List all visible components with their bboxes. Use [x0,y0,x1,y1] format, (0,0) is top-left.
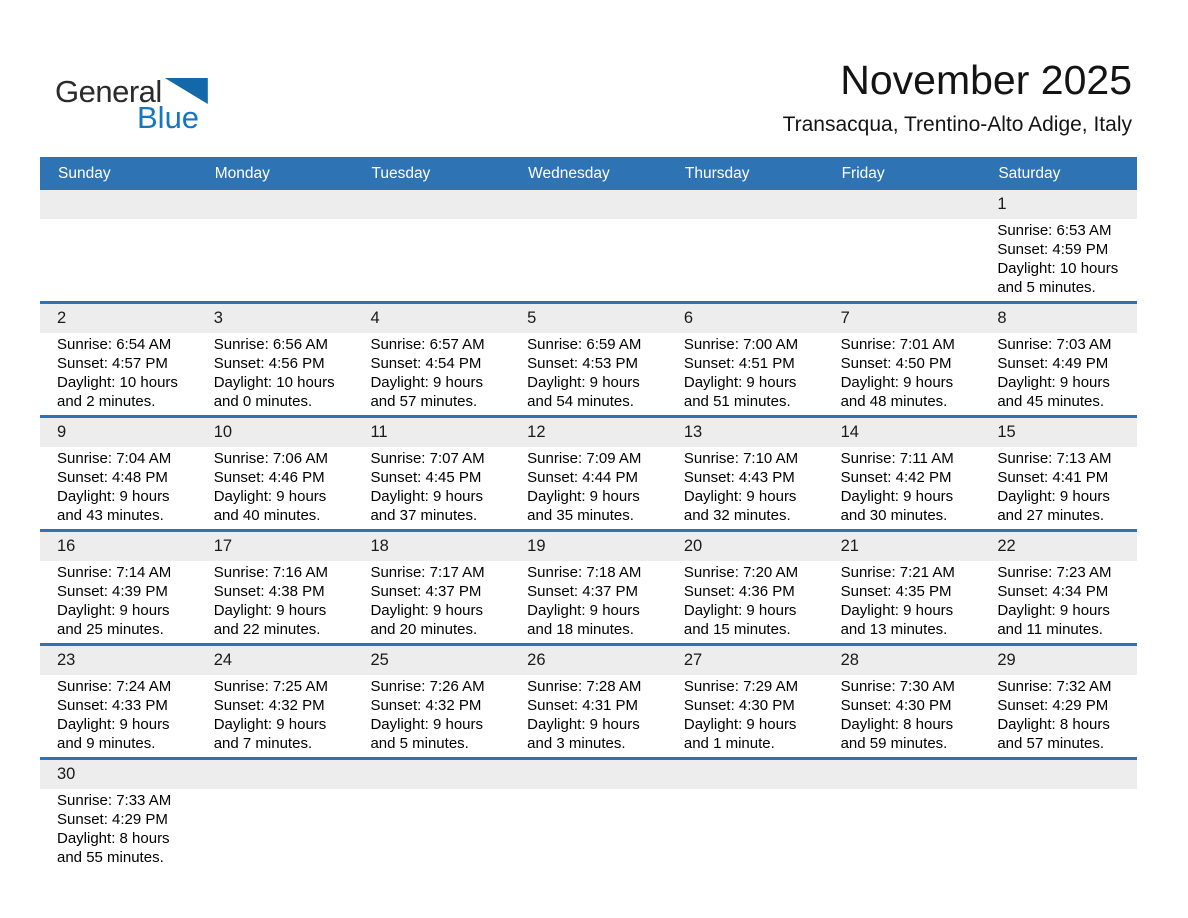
empty-day-cell [40,219,197,301]
day-15-sunrise: Sunrise: 7:13 AM [997,450,1112,467]
day-number-17: 17 [213,537,233,555]
day-number-7: 7 [840,309,850,327]
weekday-header-tuesday: Tuesday [371,164,431,182]
day-28-sunrise: Sunrise: 7:30 AM [840,678,955,695]
day-number-strip [40,532,1137,561]
day-27-sunrise: Sunrise: 7:29 AM [683,678,799,695]
day-2-daylight: Daylight: 10 hours and 2 minutes. [57,374,178,410]
day-28-daylight: Daylight: 8 hours and 59 minutes. [840,716,954,752]
day-cell-5 [510,333,667,415]
header-titles [783,58,1132,137]
day-number-5: 5 [527,309,537,327]
day-21-sunrise: Sunrise: 7:21 AM [840,564,955,581]
empty-day-number [980,760,1137,789]
day-10-sunrise: Sunrise: 7:06 AM [213,450,328,467]
empty-day-number [824,760,981,789]
day-cell-6 [667,333,824,415]
day-15-daylight: Daylight: 9 hours and 27 minutes. [997,488,1110,524]
day-3-sunrise: Sunrise: 6:56 AM [213,336,328,353]
day-number-15: 15 [997,423,1016,441]
day-cell-29 [980,675,1137,757]
week-row-1 [40,190,1137,301]
day-1-sunrise: Sunrise: 6:53 AM [997,222,1112,239]
day-cell-11 [353,447,510,529]
week-row-2 [40,301,1137,415]
day-cell-1 [980,219,1137,301]
day-24-sunset: Sunset: 4:32 PM [213,697,325,714]
day-number-4: 4 [370,309,380,327]
day-25-sunrise: Sunrise: 7:26 AM [370,678,485,695]
day-cell-28 [824,675,981,757]
day-8-sunset: Sunset: 4:49 PM [997,355,1109,372]
calendar-weeks [40,190,1137,871]
day-number-12: 12 [527,423,546,441]
day-cell-26 [510,675,667,757]
empty-day-cell [824,219,981,301]
weekday-header-wednesday: Wednesday [528,164,610,182]
day-9-daylight: Daylight: 9 hours and 43 minutes. [57,488,170,524]
day-15-sunset: Sunset: 4:41 PM [997,469,1109,486]
day-cell-24 [197,675,354,757]
day-10-daylight: Daylight: 9 hours and 40 minutes. [213,488,327,524]
day-10-sunset: Sunset: 4:46 PM [213,469,325,486]
day-cell-7 [824,333,981,415]
logo-text-blue: Blue [137,100,200,135]
empty-day-number [197,190,354,219]
day-number-16: 16 [57,537,76,555]
empty-day-cell [980,789,1137,871]
day-number-11: 11 [370,423,388,441]
day-5-sunrise: Sunrise: 6:59 AM [527,336,642,353]
day-29-sunrise: Sunrise: 7:32 AM [997,678,1112,695]
day-22-sunset: Sunset: 4:34 PM [997,583,1109,600]
day-3-daylight: Daylight: 10 hours and 0 minutes. [213,374,335,410]
day-number-28: 28 [840,651,859,669]
day-number-23: 23 [57,651,76,669]
day-number-strip [40,190,1137,219]
weekday-header-sunday: Sunday [58,164,111,182]
day-23-sunset: Sunset: 4:33 PM [57,697,168,714]
day-22-sunrise: Sunrise: 7:23 AM [997,564,1112,581]
empty-day-cell [353,219,510,301]
day-9-sunset: Sunset: 4:48 PM [57,469,168,486]
day-13-sunrise: Sunrise: 7:10 AM [683,450,799,467]
empty-day-cell [824,789,981,871]
day-cell-10 [197,447,354,529]
day-26-daylight: Daylight: 9 hours and 3 minutes. [527,716,640,752]
day-number-8: 8 [997,309,1007,327]
empty-day-number [197,760,354,789]
day-number-10: 10 [213,423,233,441]
week-row-4 [40,529,1137,643]
empty-day-number [40,190,197,219]
empty-day-cell [353,789,510,871]
day-details-row [40,219,1137,301]
day-cell-9 [40,447,197,529]
day-number-25: 25 [370,651,389,669]
empty-day-number [353,760,510,789]
day-29-daylight: Daylight: 8 hours and 57 minutes. [997,716,1110,752]
day-21-daylight: Daylight: 9 hours and 13 minutes. [840,602,954,638]
day-26-sunset: Sunset: 4:31 PM [527,697,639,714]
day-number-strip [40,646,1137,675]
empty-day-number [824,190,981,219]
logo-text-general: General [55,74,162,109]
day-11-daylight: Daylight: 9 hours and 37 minutes. [370,488,483,524]
day-number-20: 20 [683,537,703,555]
day-4-sunset: Sunset: 4:54 PM [370,355,482,372]
empty-day-cell [667,789,824,871]
day-11-sunrise: Sunrise: 7:07 AM [370,450,485,467]
day-24-daylight: Daylight: 9 hours and 7 minutes. [213,716,327,752]
day-details-row [40,333,1137,415]
day-27-sunset: Sunset: 4:30 PM [683,697,795,714]
day-2-sunset: Sunset: 4:57 PM [57,355,168,372]
day-18-sunset: Sunset: 4:37 PM [370,583,482,600]
empty-day-cell [197,219,354,301]
day-8-sunrise: Sunrise: 7:03 AM [997,336,1112,353]
day-25-daylight: Daylight: 9 hours and 5 minutes. [370,716,483,752]
empty-day-number [510,190,667,219]
day-19-daylight: Daylight: 9 hours and 18 minutes. [527,602,640,638]
day-7-daylight: Daylight: 9 hours and 48 minutes. [840,374,954,410]
day-21-sunset: Sunset: 4:35 PM [840,583,952,600]
day-number-30: 30 [57,765,76,783]
day-number-19: 19 [527,537,546,555]
day-19-sunrise: Sunrise: 7:18 AM [527,564,642,581]
day-number-13: 13 [683,423,703,441]
day-cell-13 [667,447,824,529]
day-number-26: 26 [527,651,546,669]
day-20-sunrise: Sunrise: 7:20 AM [683,564,799,581]
day-8-daylight: Daylight: 9 hours and 45 minutes. [997,374,1110,410]
day-cell-18 [353,561,510,643]
day-2-sunrise: Sunrise: 6:54 AM [57,336,172,353]
day-cell-14 [824,447,981,529]
empty-day-cell [197,789,354,871]
day-number-29: 29 [997,651,1016,669]
day-30-daylight: Daylight: 8 hours and 55 minutes. [57,830,170,866]
day-14-daylight: Daylight: 9 hours and 30 minutes. [840,488,954,524]
day-5-daylight: Daylight: 9 hours and 54 minutes. [527,374,640,410]
day-details-row [40,447,1137,529]
empty-day-number [353,190,510,219]
day-number-strip [40,418,1137,447]
day-cell-21 [824,561,981,643]
day-18-sunrise: Sunrise: 7:17 AM [370,564,485,581]
day-20-daylight: Daylight: 9 hours and 15 minutes. [683,602,797,638]
day-16-sunrise: Sunrise: 7:14 AM [57,564,172,581]
week-row-3 [40,415,1137,529]
general-blue-logo [55,76,208,133]
day-30-sunset: Sunset: 4:29 PM [57,811,168,828]
day-number-1: 1 [997,195,1007,213]
day-number-6: 6 [683,309,694,327]
day-cell-8 [980,333,1137,415]
empty-day-number [510,760,667,789]
day-30-sunrise: Sunrise: 7:33 AM [57,792,172,809]
day-cell-22 [980,561,1137,643]
day-20-sunset: Sunset: 4:36 PM [683,583,795,600]
day-number-3: 3 [213,309,223,327]
day-number-strip [40,304,1137,333]
day-13-daylight: Daylight: 9 hours and 32 minutes. [683,488,797,524]
empty-day-cell [510,219,667,301]
day-1-daylight: Daylight: 10 hours and 5 minutes. [997,260,1119,296]
day-cell-19 [510,561,667,643]
weekday-header-row [40,157,1137,190]
weekday-header-saturday: Saturday [998,164,1061,182]
day-16-sunset: Sunset: 4:39 PM [57,583,168,600]
day-cell-12 [510,447,667,529]
day-23-daylight: Daylight: 9 hours and 9 minutes. [57,716,170,752]
day-14-sunrise: Sunrise: 7:11 AM [840,450,954,467]
day-cell-3 [197,333,354,415]
day-12-sunset: Sunset: 4:44 PM [527,469,639,486]
day-9-sunrise: Sunrise: 7:04 AM [57,450,172,467]
day-23-sunrise: Sunrise: 7:24 AM [57,678,172,695]
day-14-sunset: Sunset: 4:42 PM [840,469,952,486]
day-number-18: 18 [370,537,389,555]
day-3-sunset: Sunset: 4:56 PM [213,355,325,372]
empty-day-number [667,190,824,219]
day-cell-30 [40,789,197,871]
day-number-strip [40,760,1137,789]
day-6-daylight: Daylight: 9 hours and 51 minutes. [683,374,797,410]
day-7-sunset: Sunset: 4:50 PM [840,355,952,372]
day-5-sunset: Sunset: 4:53 PM [527,355,639,372]
day-13-sunset: Sunset: 4:43 PM [683,469,795,486]
day-details-row [40,789,1137,871]
day-17-daylight: Daylight: 9 hours and 22 minutes. [213,602,327,638]
weekday-header-friday: Friday [841,164,885,182]
day-number-24: 24 [213,651,233,669]
day-cell-17 [197,561,354,643]
day-cell-16 [40,561,197,643]
weekday-header-monday: Monday [214,164,270,182]
week-row-5 [40,643,1137,757]
day-7-sunrise: Sunrise: 7:01 AM [840,336,955,353]
day-17-sunrise: Sunrise: 7:16 AM [213,564,328,581]
day-cell-2 [40,333,197,415]
day-12-sunrise: Sunrise: 7:09 AM [527,450,642,467]
day-cell-23 [40,675,197,757]
day-26-sunrise: Sunrise: 7:28 AM [527,678,642,695]
day-cell-15 [980,447,1137,529]
calendar-grid [40,157,1137,871]
page-subtitle: Transacqua, Trentino-Alto Adige, Italy [782,113,1132,137]
day-number-9: 9 [57,423,67,441]
day-17-sunset: Sunset: 4:38 PM [213,583,325,600]
day-number-14: 14 [840,423,859,441]
day-4-sunrise: Sunrise: 6:57 AM [370,336,485,353]
day-number-27: 27 [683,651,703,669]
week-row-6 [40,757,1137,871]
day-details-row [40,561,1137,643]
day-1-sunset: Sunset: 4:59 PM [997,241,1109,258]
day-number-22: 22 [997,537,1016,555]
day-16-daylight: Daylight: 9 hours and 25 minutes. [57,602,170,638]
empty-day-cell [510,789,667,871]
day-27-daylight: Daylight: 9 hours and 1 minute. [683,716,797,752]
day-number-21: 21 [840,537,859,555]
empty-day-cell [667,219,824,301]
day-6-sunset: Sunset: 4:51 PM [683,355,795,372]
day-29-sunset: Sunset: 4:29 PM [997,697,1109,714]
day-4-daylight: Daylight: 9 hours and 57 minutes. [370,374,483,410]
day-11-sunset: Sunset: 4:45 PM [370,469,482,486]
page-title: November 2025 [840,57,1132,103]
day-19-sunset: Sunset: 4:37 PM [527,583,639,600]
day-cell-25 [353,675,510,757]
day-cell-20 [667,561,824,643]
empty-day-number [667,760,824,789]
day-24-sunrise: Sunrise: 7:25 AM [213,678,328,695]
day-12-daylight: Daylight: 9 hours and 35 minutes. [527,488,640,524]
day-cell-4 [353,333,510,415]
day-cell-27 [667,675,824,757]
day-number-2: 2 [57,309,67,327]
day-18-daylight: Daylight: 9 hours and 20 minutes. [370,602,483,638]
day-25-sunset: Sunset: 4:32 PM [370,697,482,714]
day-6-sunrise: Sunrise: 7:00 AM [683,336,799,353]
weekday-header-thursday: Thursday [684,164,750,182]
day-details-row [40,675,1137,757]
day-22-daylight: Daylight: 9 hours and 11 minutes. [997,602,1110,638]
day-28-sunset: Sunset: 4:30 PM [840,697,952,714]
